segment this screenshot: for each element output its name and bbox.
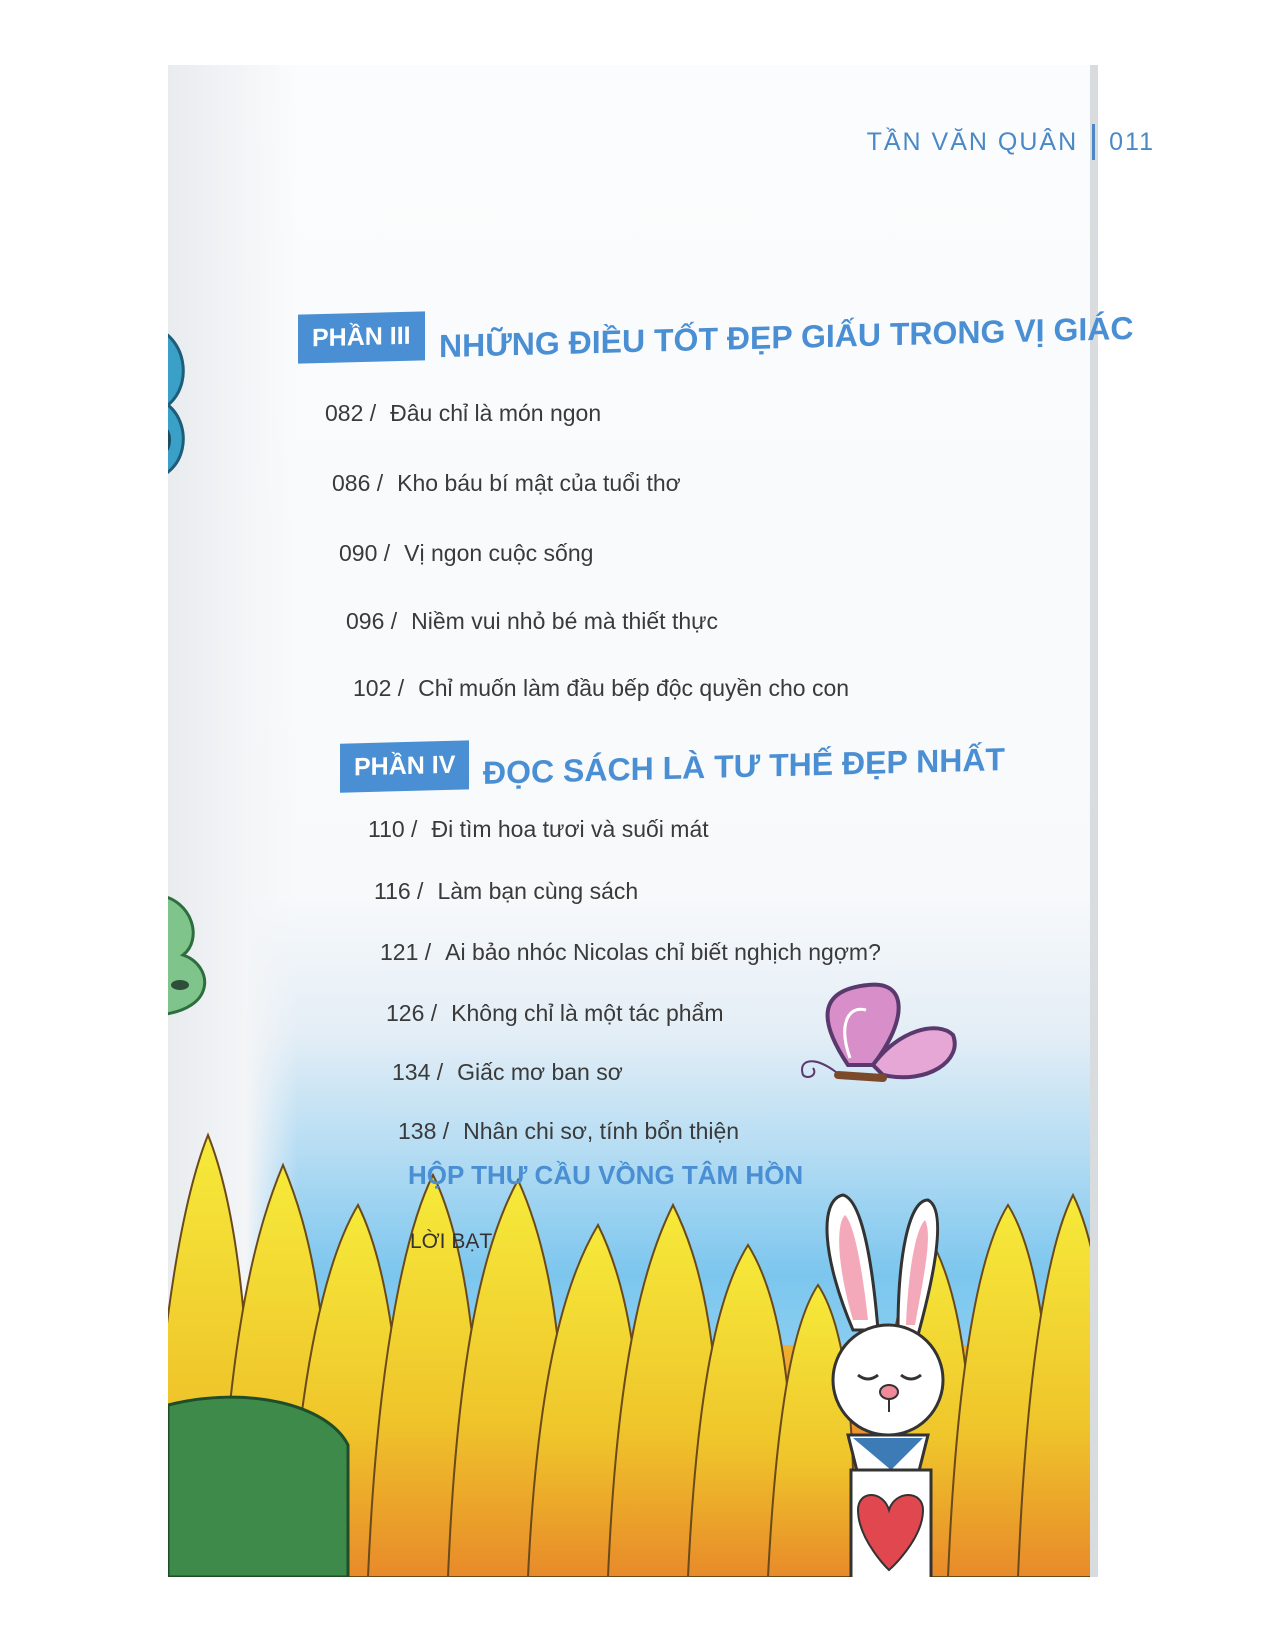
toc-entry[interactable] [374, 878, 638, 905]
rabbit-illustration [823, 1180, 973, 1577]
entry-title: Kho báu bí mật của tuổi thơ [397, 470, 681, 496]
entry-title: Giấc mơ ban sơ [457, 1059, 623, 1085]
section-3-heading [298, 309, 1134, 365]
author-name: TẦN VĂN QUÂN [866, 127, 1079, 156]
toc-entry[interactable] [339, 540, 593, 567]
entry-title: Đi tìm hoa tươi và suối mát [431, 816, 709, 842]
entry-page: 096 / [346, 608, 398, 634]
toc-entry[interactable] [332, 470, 681, 497]
entry-title: Niềm vui nhỏ bé mà thiết thực [411, 608, 719, 634]
toc-entry[interactable] [392, 1059, 623, 1086]
section-tag: PHẦN III [298, 311, 425, 363]
toc-entry[interactable] [353, 675, 849, 702]
entry-page: 126 / [386, 1000, 438, 1026]
entry-page: 138 / [398, 1118, 450, 1144]
entry-title: Đâu chỉ là món ngon [390, 400, 602, 426]
butterfly-left-top-illustration [168, 315, 208, 485]
entry-title: Làm bạn cùng sách [437, 878, 639, 904]
entry-title: Vị ngon cuộc sống [404, 540, 594, 566]
page-right-edge [1090, 65, 1098, 1577]
entry-title: Ai bảo nhóc Nicolas chỉ biết nghịch ngợm? [445, 939, 881, 965]
section-title: ĐỌC SÁCH LÀ TƯ THẾ ĐẸP NHẤT [483, 741, 1006, 791]
entry-page: 121 / [380, 939, 432, 965]
entry-page: 110 / [368, 816, 418, 842]
entry-title: Không chỉ là một tác phẩm [451, 1000, 724, 1026]
running-header [867, 124, 1155, 160]
section-title: NHỮNG ĐIỀU TỐT ĐẸP GIẤU TRONG VỊ GIÁC [438, 309, 1134, 365]
entry-title: Nhân chi sơ, tính bổn thiện [463, 1118, 740, 1144]
header-separator [1092, 124, 1095, 160]
butterfly-left-bottom-illustration [168, 890, 228, 1020]
entry-page: 102 / [353, 675, 405, 701]
entry-page: 134 / [392, 1059, 444, 1085]
entry-title: Chỉ muốn làm đầu bếp độc quyền cho con [418, 675, 850, 701]
toc-entry[interactable] [346, 608, 718, 635]
toc-entry[interactable] [368, 816, 709, 843]
toc-entry[interactable] [380, 939, 881, 966]
mailbox-heading[interactable]: HỘP THƯ CẦU VỒNG TÂM HỒN [408, 1160, 804, 1190]
entry-page: 082 / [325, 400, 377, 426]
page-number: 011 [1109, 127, 1155, 156]
entry-page: 116 / [374, 878, 424, 904]
entry-page: 086 / [332, 470, 384, 496]
toc-entry[interactable] [325, 400, 601, 427]
butterfly-pink-illustration [778, 980, 968, 1110]
afterword-heading[interactable]: LỜI BẠT [410, 1230, 493, 1253]
entry-page: 090 / [339, 540, 391, 566]
section-tag: PHẦN IV [340, 740, 469, 792]
section-4-heading [340, 742, 1005, 791]
toc-entry[interactable] [386, 1000, 723, 1027]
toc-entry[interactable] [398, 1118, 739, 1145]
